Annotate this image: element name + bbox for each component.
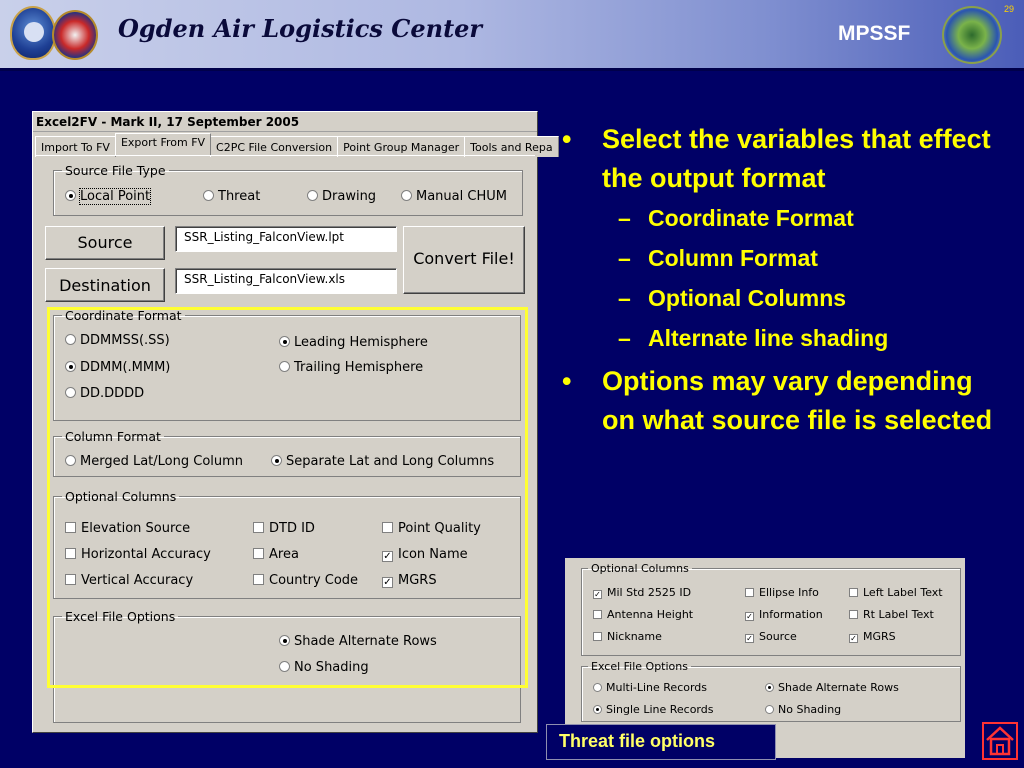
mpssf-globe-seal-icon — [942, 6, 1002, 64]
sub-bullet-text: Alternate line shading — [648, 325, 889, 351]
checkbox-label: Left Label Text — [863, 586, 943, 599]
home-icon — [984, 724, 1016, 758]
checkbox-box — [849, 610, 858, 619]
tab-strip — [35, 134, 553, 156]
threat-file-options-caption: Threat file options — [546, 724, 776, 760]
ogden-alc-seal-icon — [52, 10, 98, 60]
checkbox-label: Icon Name — [398, 547, 468, 562]
sub-bullet-text: Column Format — [648, 245, 818, 271]
radio-label: Separate Lat and Long Columns — [286, 454, 495, 469]
group-legend: Column Format — [65, 429, 161, 444]
radio-label: Merged Lat/Long Column — [80, 454, 244, 469]
radio-label: Single Line Records — [606, 703, 714, 716]
source-path-field[interactable]: SSR_Listing_FalconView.lpt — [175, 226, 397, 252]
checkbox-label: Rt Label Text — [863, 608, 934, 621]
radio-label: Shade Alternate Rows — [778, 681, 899, 694]
checkbox-ellipse-info[interactable] — [745, 586, 819, 599]
tab-import-to-fv[interactable]: Import To FV — [35, 136, 116, 157]
radio-threat[interactable] — [203, 189, 260, 204]
tab-c2pc-file-conversion[interactable]: C2PC File Conversion — [210, 136, 338, 157]
checkbox-box — [849, 588, 858, 597]
radio-manual-chum[interactable] — [401, 189, 507, 204]
checkbox-box — [745, 588, 754, 597]
checkbox-left-label-text[interactable] — [849, 586, 943, 599]
checkbox-label: Antenna Height — [607, 608, 694, 621]
header-banner — [0, 0, 1024, 70]
group-legend: Excel File Options — [65, 609, 176, 624]
bullet-dash: – — [618, 205, 631, 231]
export-tab-panel — [35, 155, 535, 731]
radio-label: DD.DDDD — [80, 386, 145, 401]
radio-dot-icon — [765, 705, 774, 714]
site-title: Ogden Air Logistics Center — [118, 14, 483, 43]
checkbox-antenna-height[interactable] — [593, 608, 693, 621]
checkmark-icon: ✓ — [850, 634, 857, 643]
yellow-highlight-box — [47, 307, 528, 688]
checkbox-label: Nickname — [607, 630, 662, 643]
checkbox-label: Mil Std 2525 ID — [607, 586, 692, 599]
air-force-seal-icon — [10, 6, 56, 60]
group-legend: Optional Columns — [65, 489, 177, 504]
checkbox-label: Country Code — [269, 573, 359, 588]
radio-single-line-records[interactable] — [593, 703, 713, 716]
source-button[interactable]: Source — [45, 226, 165, 260]
radio-dot-icon — [593, 683, 602, 692]
radio-label: Multi-Line Records — [606, 681, 708, 694]
tab-point-group-manager[interactable]: Point Group Manager — [337, 136, 465, 157]
checkmark-icon: ✓ — [594, 590, 601, 599]
radio-label: Trailing Hemisphere — [294, 360, 424, 375]
bullet-text: Select the variables that effect the output format — [602, 124, 991, 193]
checkbox-label: Point Quality — [398, 521, 481, 536]
checkbox-box — [593, 610, 602, 619]
bullet-item — [560, 120, 1000, 198]
window-title: Excel2FV - Mark II, 17 September 2005 — [33, 112, 537, 132]
radio-label: Manual CHUM — [416, 189, 507, 204]
sub-bullet-text: Coordinate Format — [648, 205, 854, 231]
group-legend: Optional Columns — [591, 562, 689, 575]
checkbox-label: MGRS — [398, 573, 437, 588]
bullet-dot: • — [562, 124, 572, 154]
group-legend: Source File Type — [65, 163, 166, 178]
radio-dot-icon — [307, 190, 318, 201]
destination-path-field[interactable]: SSR_Listing_FalconView.xls — [175, 268, 397, 294]
bullet-dot: • — [562, 366, 572, 396]
sub-bullet-item — [560, 318, 1000, 358]
bullet-list — [560, 120, 1000, 440]
checkbox-label: Horizontal Accuracy — [81, 547, 211, 562]
radio-drawing[interactable] — [307, 189, 376, 204]
home-button[interactable] — [982, 722, 1018, 760]
bullet-dash: – — [618, 245, 631, 271]
checkbox-label: Source — [759, 630, 797, 643]
radio-dot-icon — [65, 190, 76, 201]
checkbox-mini-mgrs[interactable] — [849, 630, 896, 643]
sub-bullet-text: Optional Columns — [648, 285, 847, 311]
checkmark-icon: ✓ — [746, 634, 753, 643]
destination-button[interactable]: Destination — [45, 268, 165, 302]
radio-dot-icon — [203, 190, 214, 201]
tab-tools-and-repair[interactable]: Tools and Repa — [464, 136, 558, 157]
checkbox-mil-std-2525-id[interactable] — [593, 586, 691, 599]
radio-local-point[interactable] — [65, 189, 150, 204]
checkbox-rt-label-text[interactable] — [849, 608, 934, 621]
radio-label: Threat — [218, 189, 261, 204]
checkbox-label: Area — [269, 547, 299, 562]
radio-mini-no-shading[interactable] — [765, 703, 841, 716]
sub-bullet-item — [560, 278, 1000, 318]
checkbox-label: Vertical Accuracy — [81, 573, 194, 588]
radio-label: Local Point — [80, 189, 151, 204]
bullet-item — [560, 362, 1000, 440]
header-divider — [0, 68, 1024, 71]
checkmark-icon: ✓ — [383, 551, 392, 562]
checkbox-nickname[interactable] — [593, 630, 662, 643]
radio-dot-icon — [765, 683, 774, 692]
checkbox-box — [593, 632, 602, 641]
radio-label: Drawing — [322, 189, 377, 204]
radio-mini-shade-alternate-rows[interactable] — [765, 681, 899, 694]
checkbox-source[interactable] — [745, 630, 797, 643]
checkmark-icon: ✓ — [383, 577, 392, 588]
bullet-dash: – — [618, 285, 631, 311]
bullet-text: Options may vary depending on what source file is selected — [602, 366, 993, 435]
app-abbrev: MPSSF — [838, 22, 911, 45]
radio-label: DDMMSS(.SS) — [80, 333, 170, 348]
radio-label: No Shading — [294, 660, 369, 675]
checkbox-label: MGRS — [863, 630, 896, 643]
checkbox-information[interactable] — [745, 608, 823, 621]
tab-export-from-fv[interactable]: Export From FV — [115, 133, 211, 156]
radio-dot-icon — [401, 190, 412, 201]
radio-label: DDMM(.MMM) — [80, 360, 171, 375]
slide-number: 29 — [1004, 4, 1015, 14]
checkbox-label: Ellipse Info — [759, 586, 819, 599]
checkmark-icon: ✓ — [746, 612, 753, 621]
group-legend: Coordinate Format — [65, 308, 182, 323]
sub-bullet-item — [560, 198, 1000, 238]
checkbox-label: DTD ID — [269, 521, 315, 536]
sub-bullet-item — [560, 238, 1000, 278]
radio-label: No Shading — [778, 703, 842, 716]
checkbox-label: Elevation Source — [81, 521, 191, 536]
convert-file-button[interactable]: Convert File! — [403, 226, 525, 294]
checkbox-label: Information — [759, 608, 823, 621]
radio-label: Shade Alternate Rows — [294, 634, 437, 649]
radio-multi-line-records[interactable] — [593, 681, 707, 694]
excel2fv-window — [32, 111, 553, 733]
group-legend: Excel File Options — [591, 660, 688, 673]
radio-dot-icon — [593, 705, 602, 714]
bullet-dash: – — [618, 325, 631, 351]
radio-label: Leading Hemisphere — [294, 335, 428, 350]
